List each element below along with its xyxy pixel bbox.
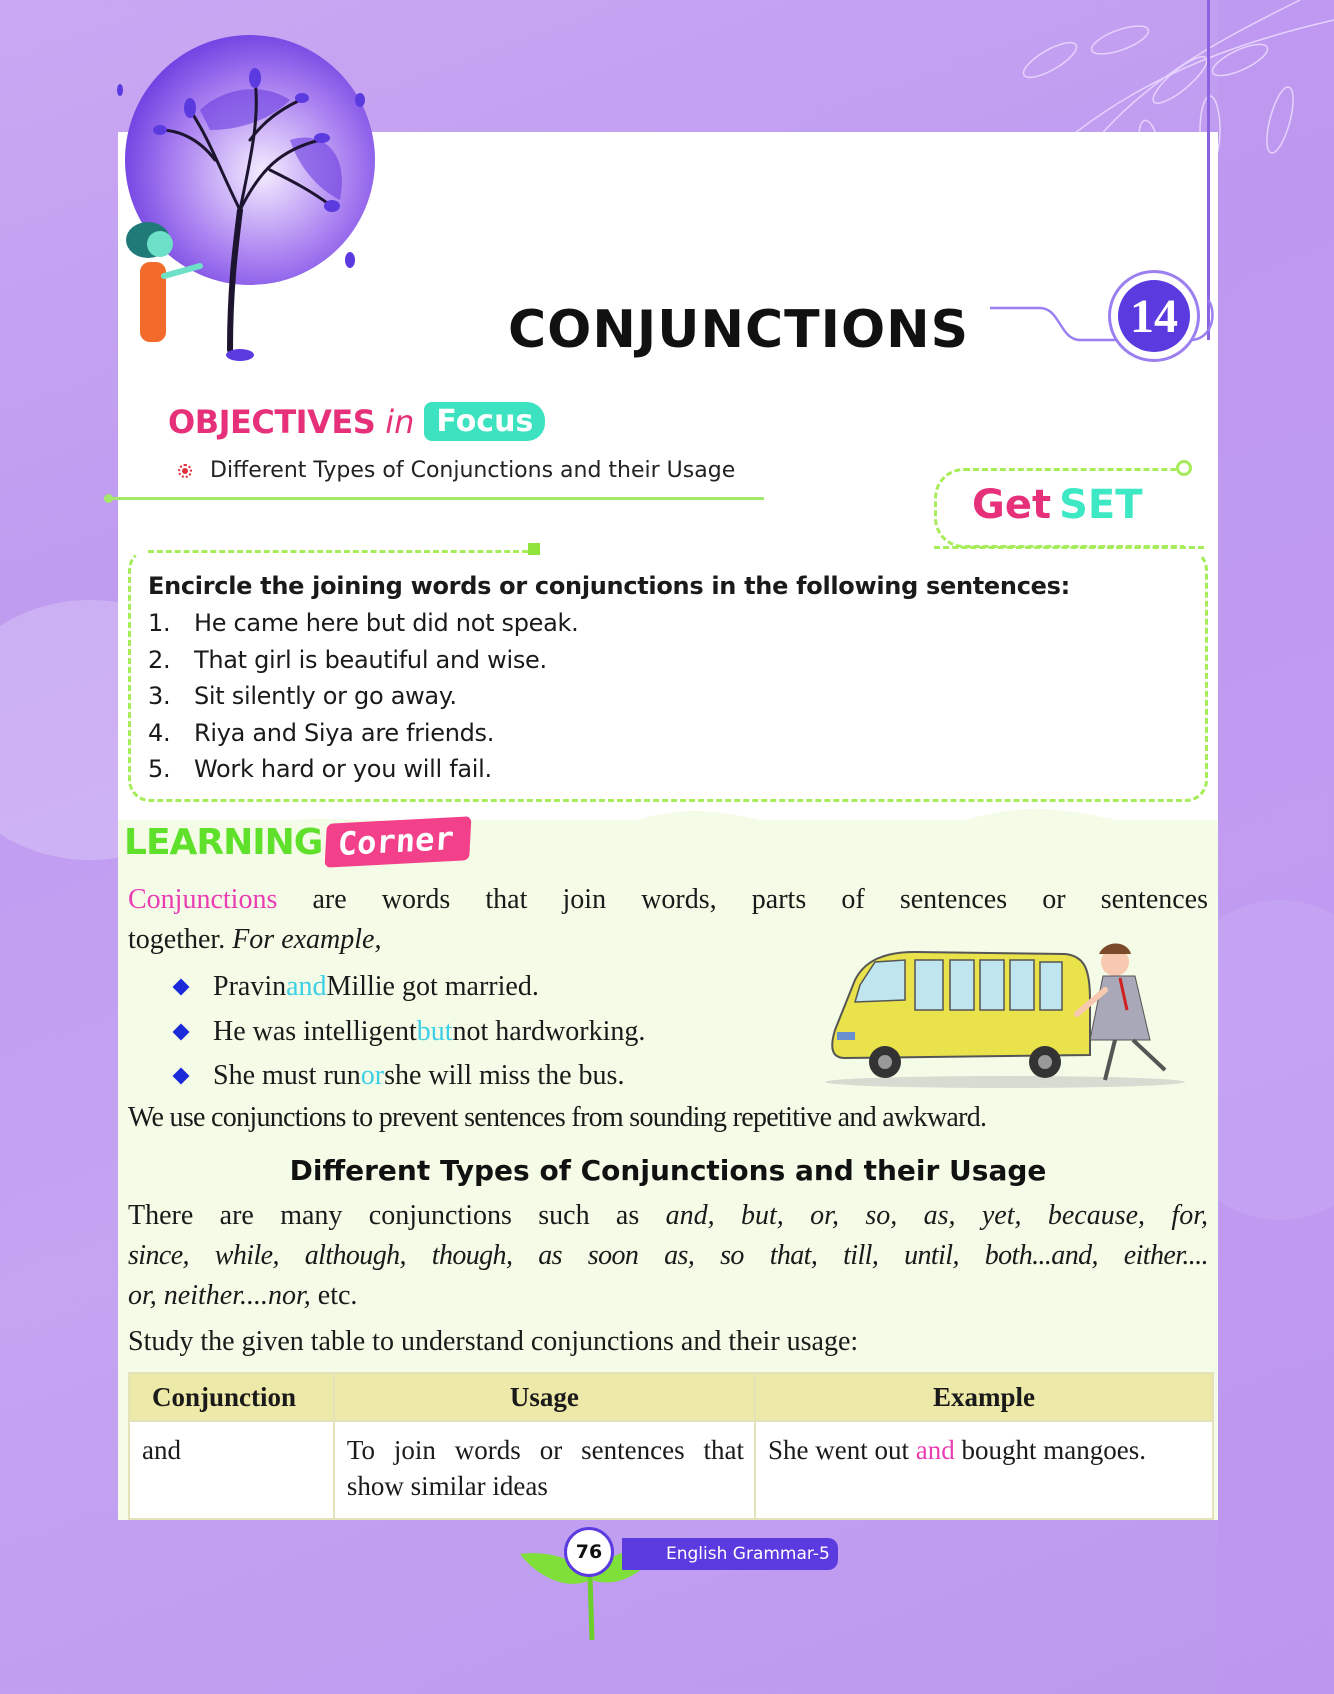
page-number: 76 <box>564 1527 614 1577</box>
table-row <box>129 1421 1213 1519</box>
decorative-side-strip <box>1218 0 1334 1694</box>
objective-item <box>178 458 735 483</box>
learning-word: LEARNING <box>124 821 323 863</box>
objectives-in: in <box>385 402 415 441</box>
table-header-row <box>129 1373 1213 1421</box>
exercise-sentence: 3. Sit silently or go away. <box>148 682 457 710</box>
cell-usage: To join words or sentences that show similar ideas <box>334 1421 755 1519</box>
cell-example: She went out and bought mangoes. <box>755 1421 1213 1519</box>
conjunction-usage-table <box>128 1372 1214 1520</box>
exercise-sentence: 1. He came here but did not speak. <box>148 609 579 637</box>
get-set-set: SET <box>1059 482 1143 528</box>
diamond-bullet-icon <box>173 1023 190 1040</box>
get-set-get: Get <box>972 482 1052 528</box>
exercise-top-dashes <box>148 550 528 553</box>
types-paragraph-line2: since, while, although, though, as soon as, so that, till, until, both...and, either.... <box>128 1240 1208 1271</box>
table-intro: Study the given table to understand conjunctions and their usage: <box>128 1326 859 1357</box>
exercise-top-dashes-right <box>934 546 1204 549</box>
example-item: She must run or she will miss the bus. <box>175 1054 645 1099</box>
cell-conjunction: and <box>129 1421 334 1519</box>
term-conjunctions: Conjunctions <box>128 884 278 915</box>
intro-paragraph-line1: Conjunctions are words that join words, parts of sentences or sentences <box>128 884 1208 915</box>
globe-tree-illustration <box>90 30 380 380</box>
diamond-bullet-icon <box>173 1068 190 1085</box>
column-header: Usage <box>334 1373 755 1421</box>
get-set-circle-icon <box>1176 460 1192 476</box>
target-bullet-icon <box>178 464 192 478</box>
book-title-ribbon: English Grammar-5 <box>622 1538 838 1570</box>
example-item: Pravin and Millie got married. <box>175 965 645 1010</box>
diamond-bullet-icon <box>173 979 190 996</box>
decorative-vertical-line <box>1207 0 1210 340</box>
types-section-title: Different Types of Conjunctions and their Usage <box>289 1154 1047 1187</box>
example-list <box>175 965 645 1099</box>
objectives-word: OBJECTIVES <box>168 402 376 441</box>
chapter-title: CONJUNCTIONS <box>508 300 970 360</box>
exercise-sentence-list <box>148 609 578 792</box>
types-paragraph-line3: or, neither....nor, etc. <box>128 1280 358 1311</box>
column-header: Example <box>755 1373 1213 1421</box>
purpose-sentence: We use conjunctions to prevent sentences from sounding repetitive and awkward. <box>128 1102 987 1133</box>
exercise-sentence: 2. That girl is beautiful and wise. <box>148 645 547 674</box>
chapter-number: 14 <box>1118 280 1190 352</box>
objectives-focus-tag: Focus <box>424 402 545 441</box>
objective-text: Different Types of Conjunctions and their Usage <box>210 458 736 483</box>
school-bus-illustration <box>815 940 1195 1090</box>
chapter-number-badge <box>1108 270 1200 362</box>
column-header: Conjunction <box>129 1373 334 1421</box>
objectives-divider <box>108 497 764 500</box>
example-item: He was intelligent but not hardworking. <box>175 1010 645 1055</box>
square-marker-icon <box>528 543 540 555</box>
types-paragraph-line1: There are many conjunctions such as and, but, or, so, as, yet, because, for, <box>128 1200 1208 1231</box>
exercise-instruction: Encircle the joining words or conjunctions in the following sentences: <box>148 572 1070 600</box>
objectives-heading <box>168 402 545 441</box>
corner-tag: Corner <box>325 816 472 867</box>
exercise-sentence: 4. Riya and Siya are friends. <box>148 718 495 747</box>
learning-corner-heading <box>124 820 470 864</box>
get-set-heading <box>972 482 1143 528</box>
intro-paragraph-line2: together. For example, <box>128 924 382 955</box>
exercise-sentence: 5. Work hard or you will fail. <box>148 755 492 783</box>
